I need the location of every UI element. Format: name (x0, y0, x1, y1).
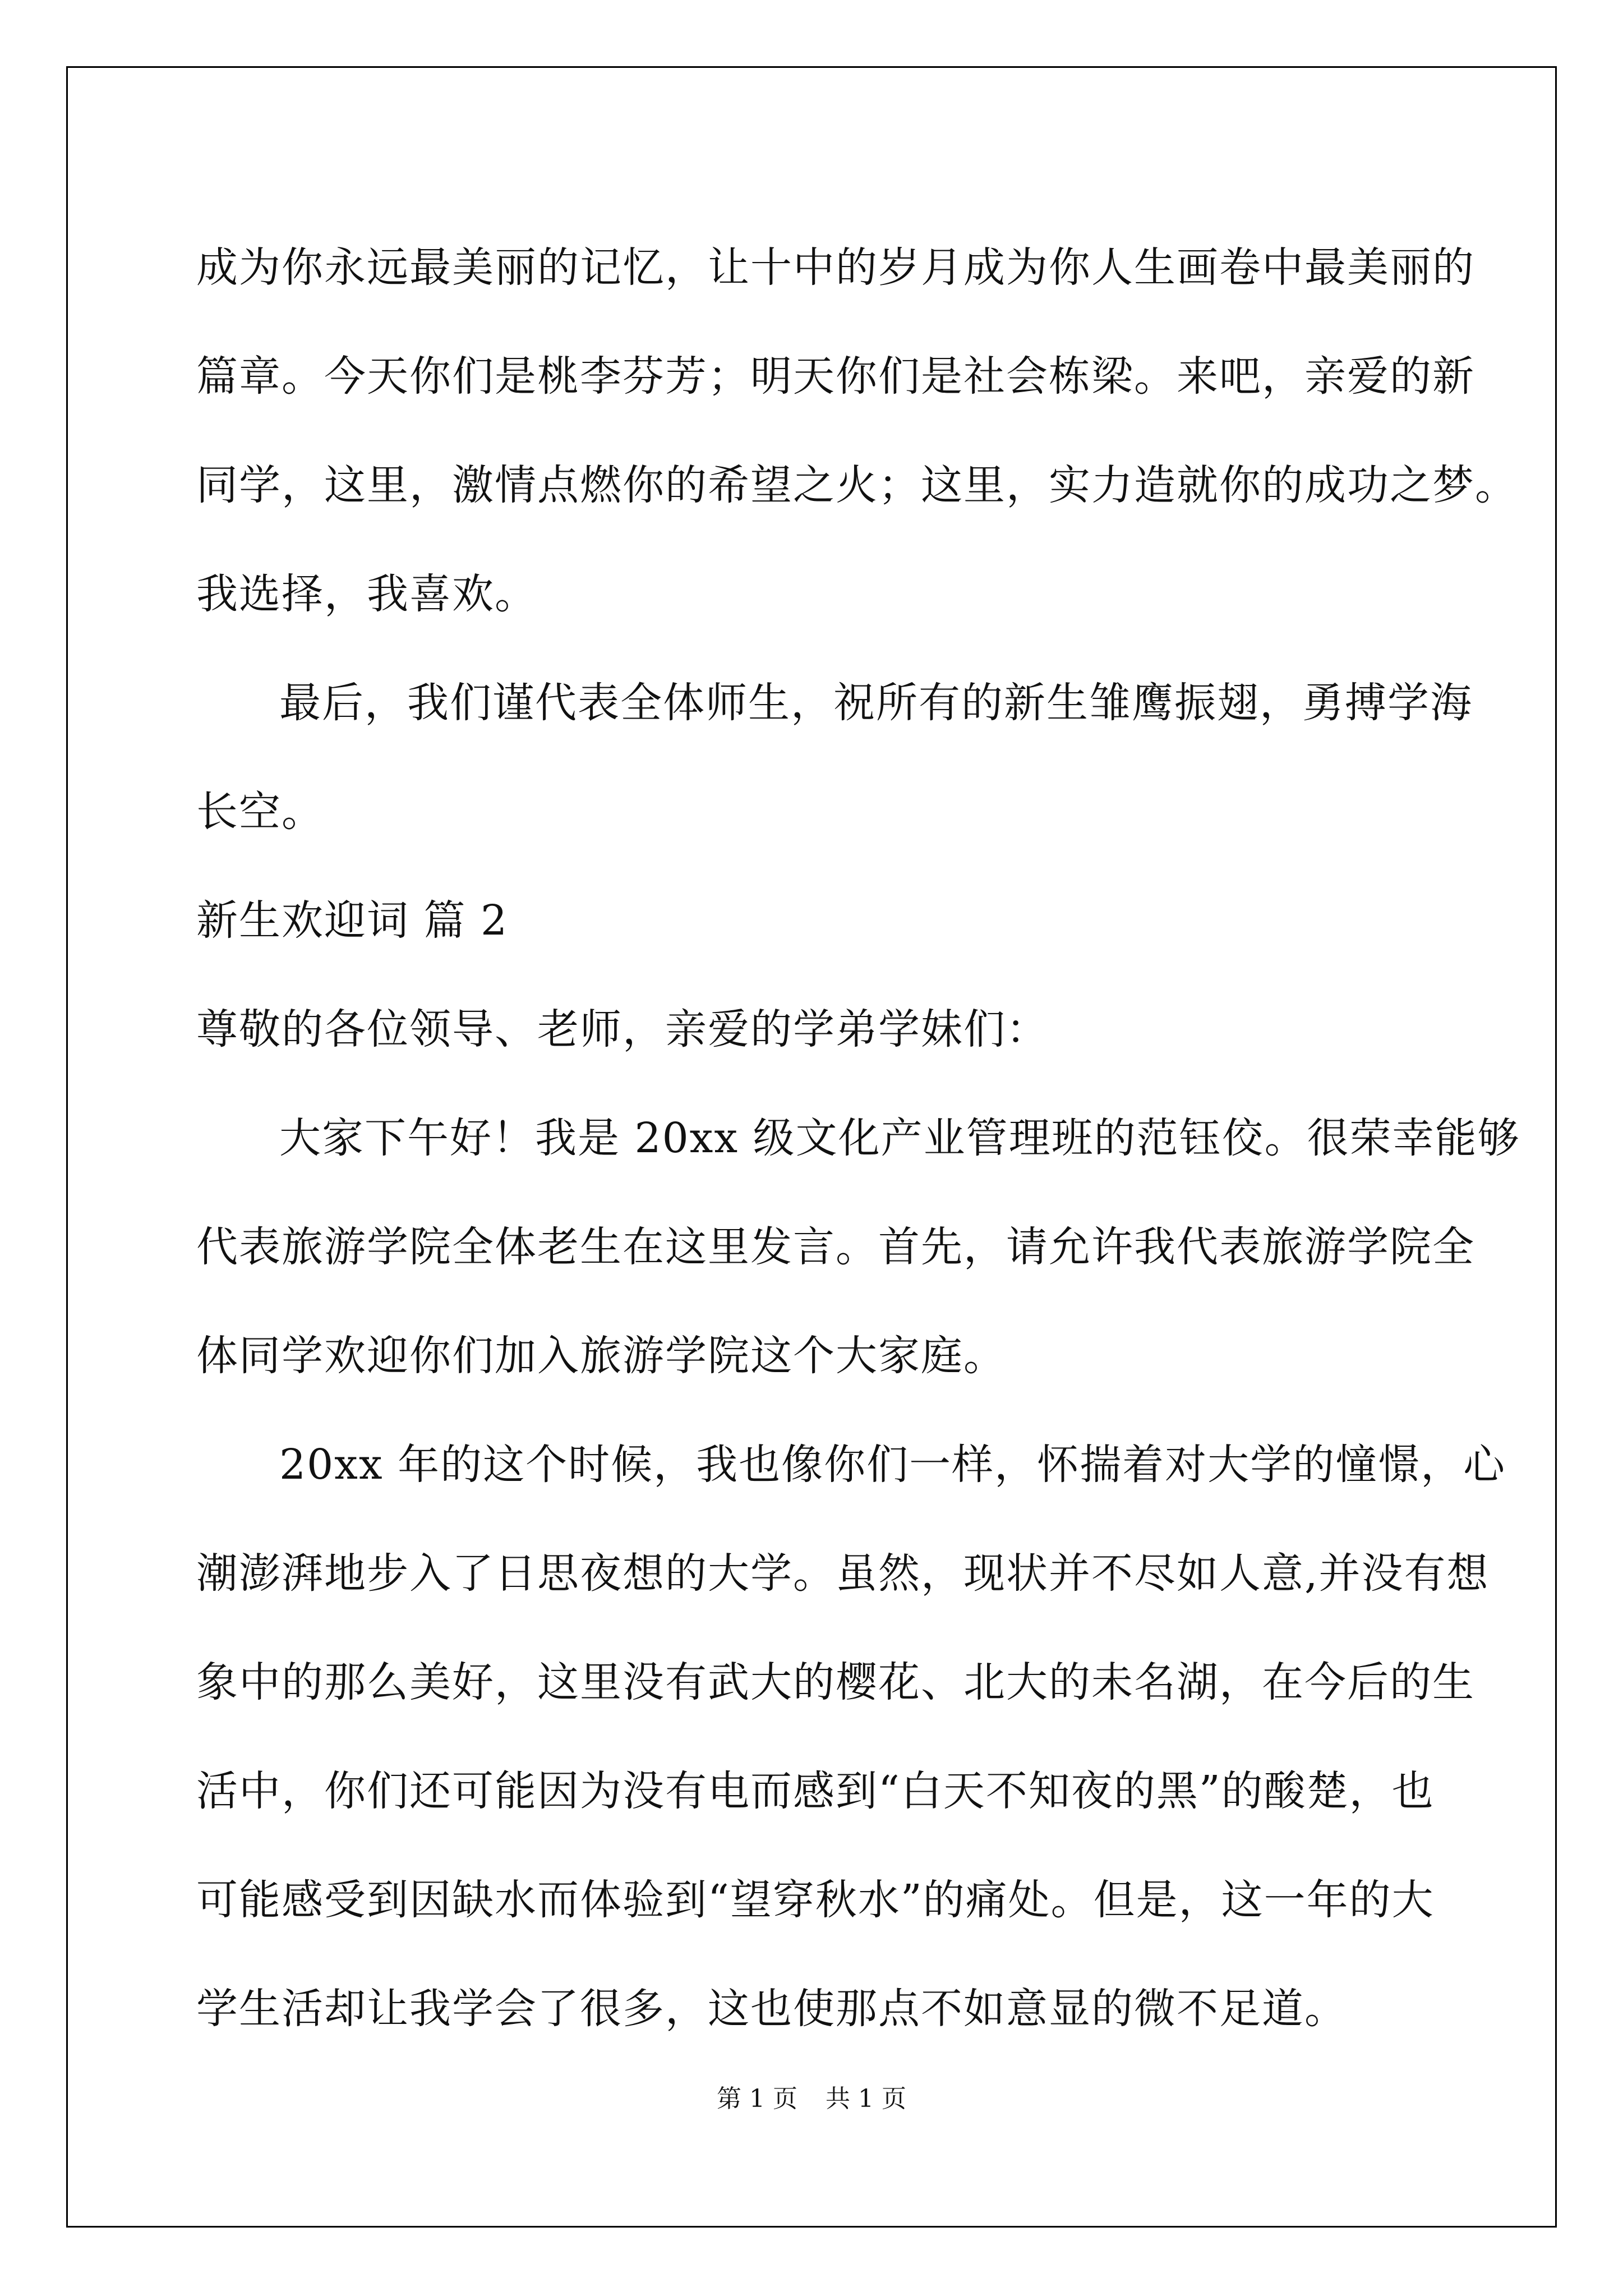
paragraph-line: 20xx 年的这个时候，我也像你们一样，怀揣着对大学的憧憬，心 (279, 1441, 1506, 1489)
salutation: 尊敬的各位领导、老师，亲爱的学弟学妹们： (196, 1005, 1049, 1053)
paragraph-line: 长空。 (196, 788, 324, 836)
paragraph-line: 成为你永远最美丽的记忆，让十中的岁月成为你人生画卷中最美丽的 (196, 243, 1475, 292)
paragraph-line: 篇章。今天你们是桃李芬芳；明天你们是社会栋梁。来吧，亲爱的新 (196, 352, 1475, 401)
page-number: 第 1 页 (717, 2085, 797, 2113)
paragraph-line: 同学，这里，激情点燃你的希望之火；这里，实力造就你的成功之梦。 (196, 461, 1518, 509)
paragraph-line: 潮澎湃地步入了日思夜想的大学。虽然，现状并不尽如人意,并没有想 (196, 1549, 1490, 1598)
paragraph-line: 我选择，我喜欢。 (196, 570, 537, 618)
paragraph-line: 学生活却让我学会了很多，这也使那点不如意显的微不足道。 (196, 1985, 1347, 2033)
paragraph-line: 活中，你们还可能因为没有电而感到“白天不知夜的黑”的酸楚，也 (196, 1767, 1435, 1815)
section-heading: 新生欢迎词 篇 2 (196, 896, 509, 945)
document-body (196, 213, 1520, 2063)
paragraph-line: 代表旅游学院全体老生在这里发言。首先，请允许我代表旅游学院全 (196, 1223, 1475, 1271)
paragraph-line: 象中的那么美好，这里没有武大的樱花、北大的未名湖，在今后的生 (196, 1658, 1475, 1706)
paragraph-line: 可能感受到因缺水而体验到“望穿秋水”的痛处。但是，这一年的大 (196, 1876, 1435, 1924)
page-footer (0, 2078, 1623, 2114)
paragraph-line: 大家下午好！我是 20xx 级文化产业管理班的范钰佼。很荣幸能够 (279, 1114, 1520, 1162)
paragraph-line: 最后，我们谨代表全体师生，祝所有的新生雏鹰振翅，勇搏学海 (279, 679, 1473, 727)
paragraph-line: 体同学欢迎你们加入旅游学院这个大家庭。 (196, 1332, 1006, 1380)
page-total: 共 1 页 (826, 2085, 906, 2113)
